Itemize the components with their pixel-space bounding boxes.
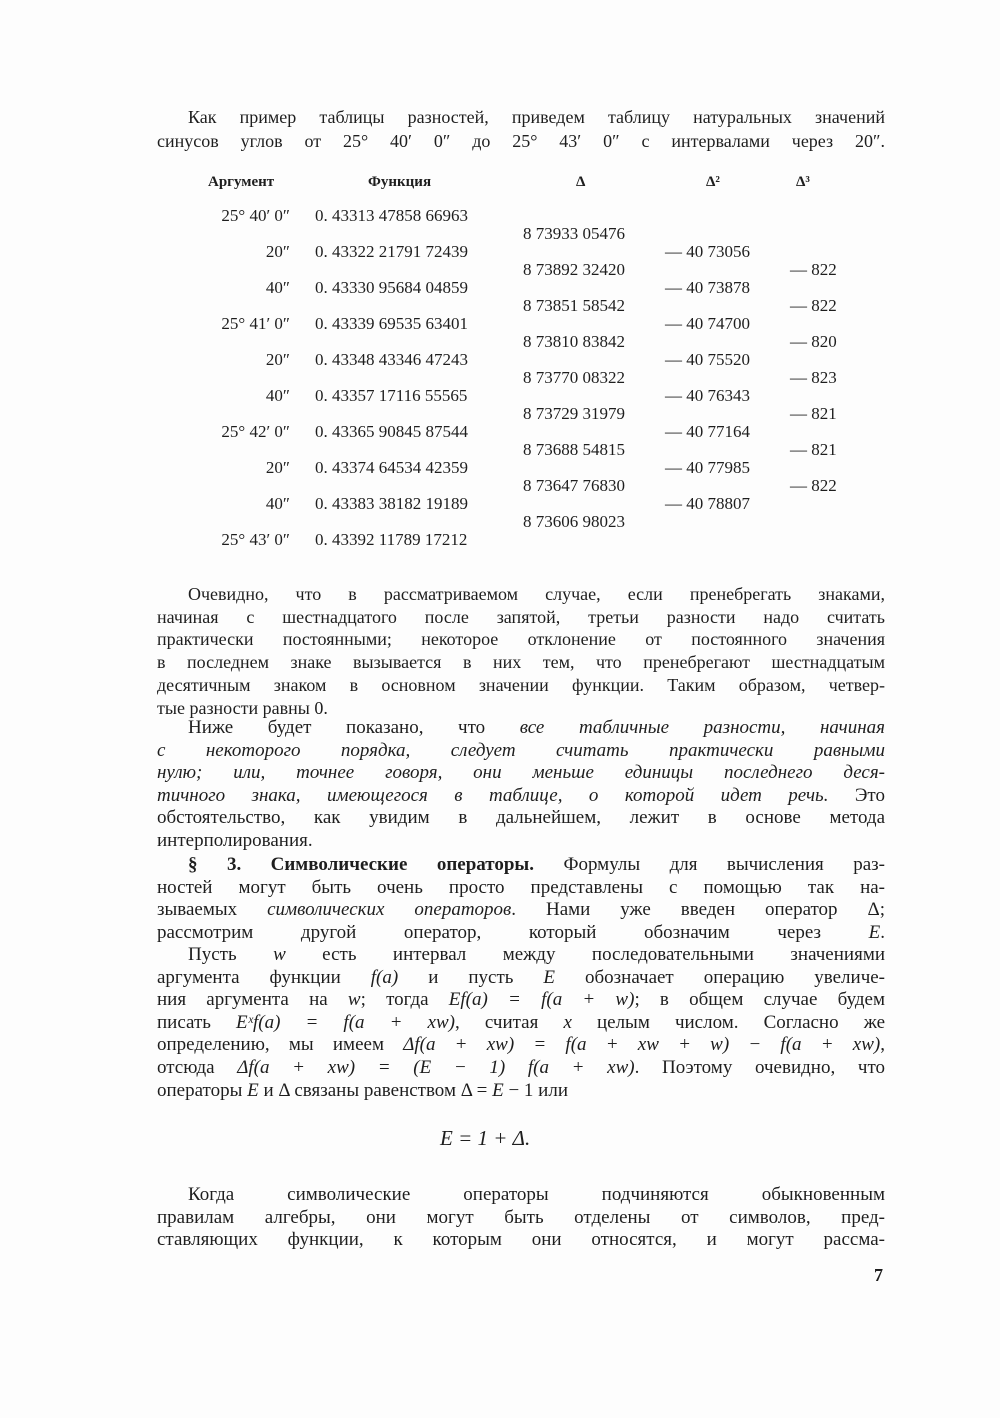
table-delta1: 8 73770 08322 [523, 368, 625, 387]
table-function-value: 0. 43383 38182 19189 [315, 494, 468, 513]
text-segment: w [347, 989, 361, 1011]
text-line [157, 697, 885, 719]
text-segment: обстоятельство, как увидим в дальнейшем, лежит в основе метода [157, 807, 885, 829]
text-segment: Ниже будет показано, что [188, 717, 520, 738]
text-segment: Пусть [188, 944, 274, 965]
text-segment: начиная с шестнадцатого после запятой, третьи разности надо считать [157, 606, 885, 627]
table-delta1: 8 73892 32420 [523, 260, 625, 279]
page-number: 7 [874, 1265, 883, 1285]
table-delta1: 8 73933 05476 [523, 224, 625, 243]
text-segment: тичного знака, имеющегося в таблице, о которой идет речь. [157, 784, 829, 806]
text-line [157, 740, 885, 762]
header-delta3: Δ³ [796, 174, 810, 190]
text-segment: Δf(a + xw) = (E − 1) f(a + xw) [237, 1057, 635, 1078]
table-argument: 25° 41′ 0″ [221, 314, 290, 333]
text-segment: писать [157, 1011, 237, 1033]
table-delta1: 8 73810 83842 [523, 332, 625, 351]
text-segment: определению, мы имеем [157, 1034, 404, 1056]
table-function-value: 0. 43348 43346 47243 [315, 350, 468, 369]
table-delta3: — 820 [790, 332, 837, 351]
text-segment: ; тогда [360, 989, 449, 1011]
text-line [188, 854, 885, 876]
text-line [188, 717, 885, 739]
text-segment: § 3. Символические операторы. [188, 854, 535, 875]
table-argument: 20″ [265, 242, 290, 261]
table-delta1: 8 73688 54815 [523, 440, 625, 459]
text-segment: , считая [455, 1011, 564, 1033]
table-delta3: — 823 [790, 368, 837, 387]
text-segment: . Нами уже введен оператор Δ; [511, 899, 885, 921]
text-segment: целым числом. Согласно же [571, 1011, 886, 1033]
text-segment: есть интервал между последовательными значениями [285, 944, 886, 965]
text-segment: ния аргумента на [157, 989, 348, 1011]
table-delta2: — 40 77985 [665, 458, 750, 477]
table-delta2: — 40 75520 [665, 350, 750, 369]
text-segment: ; в общем случае будем [634, 989, 885, 1011]
text-segment: интерполирования. [157, 830, 313, 851]
text-line [157, 606, 885, 628]
table-function-value: 0. 43330 95684 04859 [315, 278, 468, 297]
text-line [157, 877, 885, 899]
text-line [157, 967, 885, 989]
text-segment: Формулы для вычисления раз- [534, 854, 885, 875]
table-delta2: — 40 76343 [665, 386, 750, 405]
text-segment: и Δ связаны равенством Δ = [258, 1079, 493, 1101]
text-segment: с некоторого порядка, следует считать практически равными [157, 739, 885, 761]
table-function-value: 0. 43339 69535 63401 [315, 314, 468, 333]
table-delta1: 8 73606 98023 [523, 512, 625, 531]
text-segment: E [492, 1079, 504, 1101]
table-delta2: — 40 73878 [665, 278, 750, 297]
text-segment: и пусть [398, 966, 544, 988]
table-delta2: — 40 78807 [665, 494, 750, 513]
table-delta1: 8 73729 31979 [523, 404, 625, 423]
text-line [157, 989, 885, 1011]
text-segment: зываемых [157, 899, 268, 921]
text-segment: символических операторов [267, 899, 512, 921]
text-segment: . Поэтому очевидно, что [634, 1057, 885, 1078]
table-function-value: 0. 43392 11789 17212 [315, 530, 468, 549]
text-segment: тые разности равны 0. [157, 697, 328, 718]
text-segment: Очевидно, что в рассматриваемом случае, если пренебрегать знаками, [188, 584, 885, 604]
table-delta3: — 821 [790, 404, 837, 423]
text-segment: . [880, 921, 885, 943]
header-function: Функция [368, 174, 432, 190]
table-delta1: 8 73851 58542 [523, 296, 625, 315]
text-segment: Eˣf(a) = f(a + xw) [236, 1011, 455, 1033]
text-line [157, 1229, 885, 1251]
table-argument: 40″ [265, 386, 290, 405]
text-line [188, 1184, 885, 1206]
text-segment: E [868, 921, 881, 943]
text-line [157, 1057, 885, 1079]
text-segment: аргумента функции [157, 966, 371, 988]
text-line [157, 807, 885, 829]
text-line [157, 830, 885, 852]
table-argument: 25° 40′ 0″ [221, 206, 290, 225]
text-line [157, 628, 885, 650]
table-argument: 40″ [265, 494, 290, 513]
text-segment: f(a) [370, 966, 399, 988]
text-segment: рассмотрим другой оператор, который обозначим через [157, 921, 869, 943]
table-function-value: 0. 43374 64534 42359 [315, 458, 468, 477]
text-segment: Как пример таблицы разностей, приведем таблицу натуральных значений [188, 107, 885, 127]
text-line [157, 785, 885, 807]
table-delta2: — 40 77164 [665, 422, 750, 441]
text-line [157, 899, 885, 921]
text-segment: нулю; или, точнее говоря, они меньше единицы последнего деся- [157, 762, 885, 784]
text-segment: − 1 или [503, 1079, 569, 1101]
text-line [188, 583, 885, 605]
text-segment: E [543, 966, 556, 988]
formula-e-equals: E = 1 + Δ. [440, 1126, 531, 1150]
table-function-value: 0. 43357 17116 55565 [315, 386, 468, 405]
text-segment: обозначает операцию увеличе- [555, 966, 886, 988]
header-delta1: Δ [576, 174, 586, 190]
table-delta1: 8 73647 76830 [523, 476, 625, 495]
text-segment: ставляющих функции, к которым они относятся, и могут рассма- [157, 1229, 885, 1251]
text-line [157, 922, 885, 944]
text-line [157, 1207, 885, 1229]
text-line [157, 1080, 885, 1102]
text-segment: практически постоянными; некоторое отклонение от постоянного значения [157, 629, 885, 650]
table-delta3: — 821 [790, 440, 837, 459]
text-line [157, 651, 885, 673]
text-segment: синусов углов от 25° 40′ 0″ до 25° 43′ 0″ с интервалами через 20″. [157, 131, 885, 151]
text-line [157, 130, 885, 152]
table-argument: 40″ [265, 278, 290, 297]
table-delta3: — 822 [790, 476, 837, 495]
text-segment: правилам алгебры, они могут быть отделены от символов, пред- [157, 1206, 885, 1228]
text-segment: все табличные разности, начиная [519, 717, 886, 738]
table-delta3: — 822 [790, 296, 837, 315]
text-segment: отсюда [157, 1057, 238, 1078]
text-line [157, 1034, 885, 1056]
text-segment: десятичным знаком в основном значении функции. Таким образом, четвер- [157, 674, 885, 695]
text-segment: Когда символические операторы подчиняются обыкновенным [188, 1184, 885, 1205]
text-segment: в последнем знаке вызывается в них тем, что пренебрегают шестнадцатым [157, 652, 885, 673]
text-line [157, 762, 885, 784]
text-segment: Ef(a) = f(a + w) [448, 989, 635, 1011]
text-segment: E [247, 1079, 259, 1101]
text-segment: Это [828, 784, 885, 806]
text-segment: операторы [157, 1079, 248, 1101]
table-delta2: — 40 74700 [665, 314, 750, 333]
text-line [157, 1012, 885, 1034]
text-segment: Δf(a + xw) = f(a + xw + w) − f(a + xw) [403, 1034, 881, 1056]
text-line [188, 106, 885, 128]
text-line [188, 944, 885, 966]
table-argument: 25° 42′ 0″ [221, 422, 290, 441]
text-segment: w [273, 944, 286, 965]
table-argument: 25° 43′ 0″ [221, 530, 290, 549]
table-function-value: 0. 43322 21791 72439 [315, 242, 468, 261]
table-function-value: 0. 43365 90845 87544 [315, 422, 468, 441]
header-argument: Аргумент [208, 174, 275, 190]
table-delta3: — 822 [790, 260, 837, 279]
table-argument: 20″ [265, 458, 290, 477]
header-delta2: Δ² [706, 174, 720, 190]
text-line [157, 674, 885, 696]
table-argument: 20″ [265, 350, 290, 369]
text-segment: , [880, 1034, 885, 1056]
text-segment: x [563, 1011, 572, 1033]
text-segment: ностей могут быть очень просто представлены с помощью так на- [157, 876, 885, 898]
table-delta2: — 40 73056 [665, 242, 750, 261]
table-function-value: 0. 43313 47858 66963 [315, 206, 468, 225]
